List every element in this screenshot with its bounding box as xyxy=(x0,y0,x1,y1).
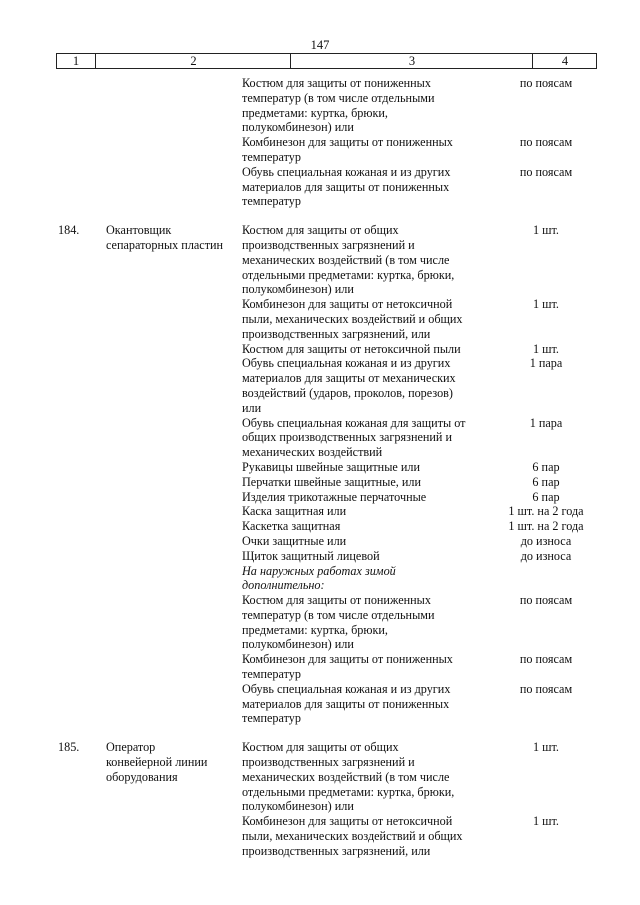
profession-name xyxy=(106,282,242,297)
issue-norm: 1 пара xyxy=(529,356,563,371)
profession-name xyxy=(106,519,242,534)
table-line xyxy=(0,844,640,859)
issue-norm: 1 шт. на 2 года xyxy=(508,519,584,534)
ppe-item-text: отдельными предметами: куртка, брюки, xyxy=(242,267,455,282)
profession-name xyxy=(106,504,242,519)
table-line xyxy=(0,519,640,534)
table-line xyxy=(0,549,640,564)
ppe-item-text: или xyxy=(242,400,262,415)
profession-name xyxy=(106,667,242,682)
table-line xyxy=(0,755,640,770)
issue-norm xyxy=(486,770,606,785)
ppe-item-text: воздействий (ударов, проколов, порезов) xyxy=(242,385,453,400)
profession-name xyxy=(106,799,242,814)
table-line xyxy=(0,223,640,238)
issue-norm xyxy=(486,637,606,652)
ppe-item-text: производственных загрязнений, или xyxy=(242,843,431,858)
profession-name xyxy=(106,76,242,91)
ppe-item-text: температур (в том числе отдельными xyxy=(242,90,435,105)
table-line xyxy=(0,785,640,800)
row-number xyxy=(0,844,106,859)
row-number xyxy=(0,490,106,505)
table-row-group xyxy=(0,223,640,726)
table-line xyxy=(0,282,640,297)
table-line xyxy=(0,534,640,549)
profession-name xyxy=(106,814,242,829)
profession-name xyxy=(106,401,242,416)
table-line xyxy=(0,799,640,814)
ppe-item-text: Костюм для защиты от общих xyxy=(242,740,399,755)
profession-name: сепараторных пластин xyxy=(106,237,224,252)
profession-name xyxy=(106,268,242,283)
table-line xyxy=(0,297,640,312)
issue-norm: 1 пара xyxy=(529,415,563,430)
issue-norm xyxy=(486,312,606,327)
issue-norm xyxy=(486,401,606,416)
issue-norm: 6 пар xyxy=(532,459,560,474)
row-number xyxy=(0,667,106,682)
row-number xyxy=(0,652,106,667)
ppe-item-text: Каскетка защитная xyxy=(242,519,341,534)
table-line xyxy=(0,194,640,209)
ppe-item-text: Обувь специальная кожаная и из других xyxy=(242,164,451,179)
issue-norm: по поясам xyxy=(519,135,573,150)
row-number xyxy=(0,814,106,829)
row-number xyxy=(0,180,106,195)
row-number xyxy=(0,608,106,623)
ppe-item-text: Комбинезон для защиты от нетоксичной xyxy=(242,297,453,312)
ppe-item-text: полукомбинезон) или xyxy=(242,282,354,297)
row-number xyxy=(0,430,106,445)
row-number xyxy=(0,282,106,297)
table-line xyxy=(0,268,640,283)
issue-norm xyxy=(486,829,606,844)
profession-name xyxy=(106,593,242,608)
profession-name xyxy=(106,120,242,135)
profession-name: Оператор xyxy=(106,740,156,755)
row-number xyxy=(0,312,106,327)
profession-name xyxy=(106,534,242,549)
row-number: 185. xyxy=(58,740,80,755)
table-line xyxy=(0,416,640,431)
row-number xyxy=(0,578,106,593)
ppe-item-text: Комбинезон для защиты от пониженных xyxy=(242,135,453,150)
profession-name xyxy=(106,165,242,180)
row-number xyxy=(0,386,106,401)
ppe-item-text: материалов для защиты от механических xyxy=(242,371,456,386)
table-line xyxy=(0,504,640,519)
profession-name xyxy=(106,416,242,431)
ppe-item-text: На наружных работах зимой xyxy=(242,563,396,578)
table-line xyxy=(0,697,640,712)
issue-norm xyxy=(486,120,606,135)
issue-norm: 1 шт. xyxy=(533,223,559,238)
column-header-4: 4 xyxy=(532,54,597,68)
profession-name xyxy=(106,253,242,268)
issue-norm: по поясам xyxy=(519,76,573,90)
table-line xyxy=(0,460,640,475)
row-number xyxy=(0,770,106,785)
row-number xyxy=(0,150,106,165)
ppe-item-text: Каска защитная или xyxy=(242,504,347,519)
row-number xyxy=(0,268,106,283)
row-number xyxy=(0,297,106,312)
table-line xyxy=(0,238,640,253)
row-number xyxy=(0,401,106,416)
row-number xyxy=(0,593,106,608)
issue-norm: 1 шт. xyxy=(533,341,559,356)
ppe-item-text: Перчатки швейные защитные, или xyxy=(242,474,422,489)
profession-name xyxy=(106,371,242,386)
profession-name xyxy=(106,445,242,460)
ppe-item-text: механических воздействий (в том числе xyxy=(242,252,450,267)
profession-name xyxy=(106,194,242,209)
table-line xyxy=(0,120,640,135)
issue-norm xyxy=(486,106,606,121)
issue-norm xyxy=(486,430,606,445)
profession-name xyxy=(106,608,242,623)
ppe-item-text: Изделия трикотажные перчаточные xyxy=(242,489,427,504)
profession-name xyxy=(106,844,242,859)
issue-norm: до износа xyxy=(520,548,572,563)
column-header-1: 1 xyxy=(72,54,80,68)
row-number xyxy=(0,327,106,342)
ppe-item-text: Обувь специальная кожаная и из других xyxy=(242,356,451,371)
ppe-item-text: Костюм для защиты от общих xyxy=(242,223,399,238)
row-number xyxy=(0,371,106,386)
table-line xyxy=(0,637,640,652)
row-number xyxy=(0,829,106,844)
profession-name xyxy=(106,342,242,357)
ppe-item-text: материалов для защиты от пониженных xyxy=(242,179,450,194)
table-line xyxy=(0,135,640,150)
row-number xyxy=(0,416,106,431)
table-line xyxy=(0,682,640,697)
group-spacer xyxy=(0,726,640,740)
row-number xyxy=(0,253,106,268)
issue-norm: по поясам xyxy=(519,164,573,179)
ppe-item-text: полукомбинезон) или xyxy=(242,120,354,135)
table-header-row xyxy=(56,53,597,69)
table-body xyxy=(0,76,640,866)
profession-name xyxy=(106,356,242,371)
table-line xyxy=(0,814,640,829)
table-row-group xyxy=(0,76,640,209)
row-number xyxy=(0,564,106,579)
profession-name xyxy=(106,637,242,652)
issue-norm xyxy=(486,799,606,814)
issue-norm xyxy=(486,623,606,638)
issue-norm xyxy=(486,327,606,342)
ppe-item-text: Обувь специальная кожаная для защиты от xyxy=(242,415,466,430)
issue-norm xyxy=(486,711,606,726)
profession-name xyxy=(106,623,242,638)
profession-name xyxy=(106,386,242,401)
issue-norm xyxy=(486,180,606,195)
ppe-item-text: материалов для защиты от пониженных xyxy=(242,696,450,711)
profession-name xyxy=(106,564,242,579)
row-number: 184. xyxy=(58,223,80,238)
table-line xyxy=(0,593,640,608)
row-number xyxy=(0,785,106,800)
issue-norm xyxy=(486,445,606,460)
table-line xyxy=(0,829,640,844)
row-number xyxy=(0,194,106,209)
ppe-item-text: дополнительно: xyxy=(242,578,325,593)
issue-norm xyxy=(486,785,606,800)
table-line xyxy=(0,342,640,357)
profession-name xyxy=(106,578,242,593)
issue-norm: 1 шт. xyxy=(533,297,559,312)
row-number xyxy=(0,135,106,150)
ppe-item-text: производственных загрязнений и xyxy=(242,755,415,770)
profession-name xyxy=(106,297,242,312)
profession-name xyxy=(106,682,242,697)
table-line xyxy=(0,445,640,460)
table-line xyxy=(0,150,640,165)
row-number xyxy=(0,475,106,490)
ppe-item-text: отдельными предметами: куртка, брюки, xyxy=(242,784,455,799)
issue-norm: 1 шт. xyxy=(533,814,559,829)
ppe-item-text: механических воздействий (в том числе xyxy=(242,769,450,784)
profession-name xyxy=(106,91,242,106)
issue-norm xyxy=(486,697,606,712)
ppe-item-text: Очки защитные или xyxy=(242,533,347,548)
row-number xyxy=(0,460,106,475)
issue-norm xyxy=(486,253,606,268)
row-number xyxy=(0,504,106,519)
table-line xyxy=(0,180,640,195)
issue-norm: по поясам xyxy=(519,593,573,608)
ppe-item-text: полукомбинезон) или xyxy=(242,799,354,814)
profession-name xyxy=(106,652,242,667)
table-line xyxy=(0,91,640,106)
row-number xyxy=(0,445,106,460)
issue-norm: по поясам xyxy=(519,652,573,667)
profession-name: конвейерной линии xyxy=(106,755,208,770)
ppe-item-text: Костюм для защиты от пониженных xyxy=(242,593,431,608)
table-line xyxy=(0,740,640,755)
ppe-item-text: температур (в том числе отдельными xyxy=(242,607,435,622)
table-line xyxy=(0,430,640,445)
table-line xyxy=(0,475,640,490)
table-line xyxy=(0,386,640,401)
profession-name xyxy=(106,829,242,844)
ppe-item-text: Костюм для защиты от пониженных xyxy=(242,76,431,90)
row-number xyxy=(0,238,106,253)
ppe-item-text: Костюм для защиты от нетоксичной пыли xyxy=(242,341,461,356)
table-row-group xyxy=(0,740,640,858)
issue-norm xyxy=(486,386,606,401)
profession-name xyxy=(106,697,242,712)
issue-norm xyxy=(486,608,606,623)
table-line xyxy=(0,327,640,342)
issue-norm xyxy=(486,268,606,283)
ppe-item-text: Комбинезон для защиты от пониженных xyxy=(242,652,453,667)
ppe-item-text: Щиток защитный лицевой xyxy=(242,548,380,563)
table-line xyxy=(0,356,640,371)
table-line xyxy=(0,490,640,505)
profession-name xyxy=(106,549,242,564)
row-number xyxy=(0,682,106,697)
page-number: 147 xyxy=(310,38,330,52)
profession-name xyxy=(106,180,242,195)
issue-norm: по поясам xyxy=(519,681,573,696)
profession-name xyxy=(106,106,242,121)
profession-name xyxy=(106,460,242,475)
row-number xyxy=(0,342,106,357)
row-number xyxy=(0,711,106,726)
ppe-item-text: полукомбинезон) или xyxy=(242,637,354,652)
row-number xyxy=(0,549,106,564)
ppe-item-text: механических воздействий xyxy=(242,445,383,460)
profession-name xyxy=(106,312,242,327)
table-line xyxy=(0,770,640,785)
table-line xyxy=(0,76,640,91)
issue-norm xyxy=(486,667,606,682)
issue-norm xyxy=(486,282,606,297)
row-number xyxy=(0,697,106,712)
issue-norm: 1 шт. xyxy=(533,740,559,755)
table-line xyxy=(0,578,640,593)
row-number xyxy=(0,106,106,121)
row-number xyxy=(0,120,106,135)
ppe-item-text: Рукавицы швейные защитные или xyxy=(242,459,420,474)
ppe-item-text: температур xyxy=(242,194,301,209)
issue-norm xyxy=(486,91,606,106)
group-spacer xyxy=(0,209,640,223)
profession-name xyxy=(106,327,242,342)
profession-name xyxy=(106,475,242,490)
table-line xyxy=(0,652,640,667)
column-header-2: 2 xyxy=(95,54,291,68)
issue-norm xyxy=(486,578,606,593)
table-line xyxy=(0,253,640,268)
issue-norm xyxy=(486,194,606,209)
issue-norm: 6 пар xyxy=(532,474,560,489)
table-line xyxy=(0,608,640,623)
issue-norm xyxy=(486,238,606,253)
row-number xyxy=(0,76,106,91)
ppe-item-text: производственных загрязнений, или xyxy=(242,326,431,341)
ppe-item-text: температур xyxy=(242,149,301,164)
issue-norm: 6 пар xyxy=(532,489,560,504)
profession-name: оборудования xyxy=(106,769,178,784)
table-line xyxy=(0,564,640,579)
ppe-item-text: Комбинезон для защиты от нетоксичной xyxy=(242,814,453,829)
ppe-item-text: общих производственных загрязнений и xyxy=(242,430,453,445)
row-number xyxy=(0,637,106,652)
row-number xyxy=(0,799,106,814)
issue-norm xyxy=(486,371,606,386)
issue-norm xyxy=(486,844,606,859)
issue-norm: 1 шт. на 2 года xyxy=(508,504,584,519)
ppe-item-text: температур xyxy=(242,711,301,726)
table-line xyxy=(0,711,640,726)
profession-name xyxy=(106,490,242,505)
row-number xyxy=(0,755,106,770)
ppe-item-text: температур xyxy=(242,667,301,682)
ppe-item-text: предметами: куртка, брюки, xyxy=(242,105,388,120)
row-number xyxy=(0,519,106,534)
issue-norm xyxy=(486,564,606,579)
row-number xyxy=(0,534,106,549)
table-line xyxy=(0,106,640,121)
issue-norm xyxy=(486,755,606,770)
table-line xyxy=(0,312,640,327)
table-line xyxy=(0,165,640,180)
profession-name xyxy=(106,150,242,165)
table-line xyxy=(0,667,640,682)
profession-name xyxy=(106,430,242,445)
row-number xyxy=(0,356,106,371)
ppe-item-text: производственных загрязнений и xyxy=(242,237,415,252)
table-line xyxy=(0,371,640,386)
ppe-item-text: пыли, механических воздействий и общих xyxy=(242,829,463,844)
profession-name: Окантовщик xyxy=(106,223,172,238)
row-number xyxy=(0,91,106,106)
issue-norm: до износа xyxy=(520,533,572,548)
issue-norm xyxy=(486,150,606,165)
ppe-item-text: предметами: куртка, брюки, xyxy=(242,622,388,637)
profession-name xyxy=(106,785,242,800)
row-number xyxy=(0,623,106,638)
row-number xyxy=(0,165,106,180)
table-line xyxy=(0,623,640,638)
profession-name xyxy=(106,135,242,150)
profession-name xyxy=(106,711,242,726)
column-header-3: 3 xyxy=(290,54,533,68)
table-line xyxy=(0,401,640,416)
ppe-item-text: Обувь специальная кожаная и из других xyxy=(242,681,451,696)
ppe-item-text: пыли, механических воздействий и общих xyxy=(242,311,463,326)
